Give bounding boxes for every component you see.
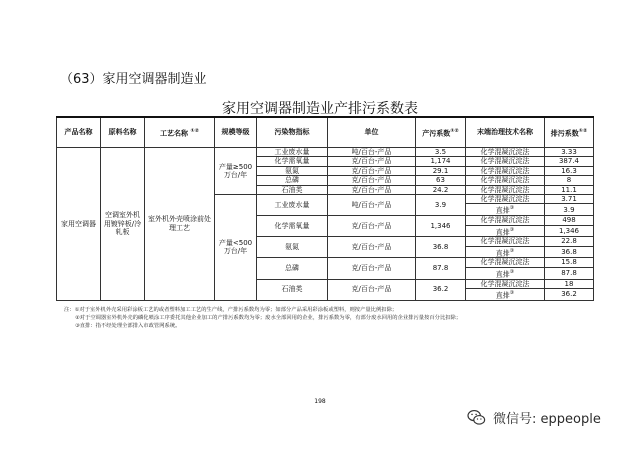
page-number: 198 <box>314 398 326 405</box>
gen-coef-cell: 3.5 <box>416 148 466 157</box>
tech-cell: 化学混凝沉淀法 <box>466 216 545 225</box>
unit-cell: 克/百台-产品 <box>328 176 416 185</box>
watermark-text: 微信号: eppeople <box>493 412 601 427</box>
unit-cell: 克/百台-产品 <box>328 157 416 166</box>
unit-cell: 克/百台-产品 <box>328 237 416 258</box>
dis-coef-cell: 18 <box>545 279 594 288</box>
note-line: ③直排：指不经处理全部排入市政管网系统。 <box>75 323 181 329</box>
unit-cell: 吨/百台-产品 <box>328 195 416 216</box>
col-header-product: 产品名称 <box>57 117 101 148</box>
dis-coef-cell: 387.4 <box>545 157 594 166</box>
pollutant-cell: 石油类 <box>257 279 328 300</box>
pollutant-cell: 氨氮 <box>257 166 328 175</box>
section-title: （63）家用空调器制造业 <box>60 72 207 87</box>
dis-coef-cell: 3.33 <box>545 148 594 157</box>
dis-coef-cell: 3.9 <box>545 204 594 216</box>
pollutant-cell: 总磷 <box>257 176 328 185</box>
dis-coef-cell: 498 <box>545 216 594 225</box>
gen-coef-cell: 1,346 <box>416 216 466 237</box>
product-cell: 家用空调器 <box>57 148 101 301</box>
gen-coef-cell: 36.8 <box>416 237 466 258</box>
dis-coef-cell: 11.1 <box>545 185 594 194</box>
tech-cell: 化学混凝沉淀法 <box>466 157 545 166</box>
gen-coef-cell: 63 <box>416 176 466 185</box>
gen-coef-cell: 29.1 <box>416 166 466 175</box>
dis-coef-cell: 3.71 <box>545 195 594 204</box>
tech-cell: 直排③ <box>466 204 545 216</box>
tech-cell: 化学混凝沉淀法 <box>466 258 545 267</box>
tech-cell: 直排③ <box>466 267 545 279</box>
pollutant-cell: 化学需氧量 <box>257 216 328 237</box>
note-line: ②对于空调器室外机外壳的磷化喷涂工序委托其他企业加工的产排污系数均为零；废水全部回用的企业，排污系数为零，有部分废水回用的企业排污量按百分比扣除； <box>75 315 462 321</box>
dis-coef-cell: 87.8 <box>545 267 594 279</box>
dis-coef-cell: 1,346 <box>545 225 594 237</box>
gen-coef-cell: 3.9 <box>416 195 466 216</box>
tech-cell: 直排③ <box>466 225 545 237</box>
tech-cell: 化学混凝沉淀法 <box>466 148 545 157</box>
process-cell: 室外机外壳喷涂前处理工艺 <box>145 148 215 301</box>
col-header-dis-coef: 排污系数①② <box>545 117 594 148</box>
wechat-icon <box>467 409 486 426</box>
gen-coef-cell: 87.8 <box>416 258 466 279</box>
col-header-unit: 单位 <box>328 117 416 148</box>
gen-coef-cell: 1,174 <box>416 157 466 166</box>
coefficient-table <box>56 116 594 301</box>
col-header-gen-coef: 产污系数①② <box>416 117 466 148</box>
unit-cell: 克/百台-产品 <box>328 216 416 237</box>
tech-cell: 直排③ <box>466 246 545 258</box>
unit-cell: 克/百台-产品 <box>328 258 416 279</box>
dis-coef-cell: 22.8 <box>545 237 594 246</box>
dis-coef-cell: 16.3 <box>545 166 594 175</box>
unit-cell: 吨/百台-产品 <box>328 148 416 157</box>
unit-cell: 克/百台-产品 <box>328 185 416 194</box>
watermark <box>467 408 601 427</box>
scale-large-cell: 产量≥500万台/年 <box>215 148 257 195</box>
table-title: 家用空调器制造业产排污系数表 <box>222 101 418 117</box>
pollutant-cell: 工业废水量 <box>257 195 328 216</box>
material-cell: 空调室外机用镀锌板/冷轧板 <box>101 148 145 301</box>
pollutant-cell: 氨氮 <box>257 237 328 258</box>
col-header-tech: 末端治理技术名称 <box>466 117 545 148</box>
scale-small-cell: 产量<500万台/年 <box>215 195 257 301</box>
gen-coef-cell: 36.2 <box>416 279 466 300</box>
col-header-material: 原料名称 <box>101 117 145 148</box>
pollutant-cell: 总磷 <box>257 258 328 279</box>
tech-cell: 化学混凝沉淀法 <box>466 185 545 194</box>
dis-coef-cell: 8 <box>545 176 594 185</box>
tech-cell: 化学混凝沉淀法 <box>466 237 545 246</box>
note-line: 注：①对于室外机外壳采用彩涂板工艺的或者塑料加工工艺的生产线，产排污系数均为零；如部分产品采用彩涂板或塑料，则按产量比例扣除； <box>64 307 398 313</box>
dis-coef-cell: 36.8 <box>545 246 594 258</box>
dis-coef-cell: 15.8 <box>545 258 594 267</box>
col-header-scale: 规模等级 <box>215 117 257 148</box>
col-header-process: 工艺名称 ①② <box>145 117 215 148</box>
unit-cell: 克/百台-产品 <box>328 166 416 175</box>
pollutant-cell: 化学需氧量 <box>257 157 328 166</box>
tech-cell: 化学混凝沉淀法 <box>466 176 545 185</box>
pollutant-cell: 石油类 <box>257 185 328 194</box>
table-row <box>57 148 594 157</box>
col-header-pollutant: 污染物指标 <box>257 117 328 148</box>
dis-coef-cell: 36.2 <box>545 289 594 301</box>
tech-cell: 化学混凝沉淀法 <box>466 195 545 204</box>
tech-cell: 化学混凝沉淀法 <box>466 279 545 288</box>
gen-coef-cell: 24.2 <box>416 185 466 194</box>
header-row <box>57 117 594 148</box>
tech-cell: 化学混凝沉淀法 <box>466 166 545 175</box>
pollutant-cell: 工业废水量 <box>257 148 328 157</box>
table-notes <box>64 306 461 330</box>
tech-cell: 直排③ <box>466 289 545 301</box>
unit-cell: 克/百台-产品 <box>328 279 416 300</box>
